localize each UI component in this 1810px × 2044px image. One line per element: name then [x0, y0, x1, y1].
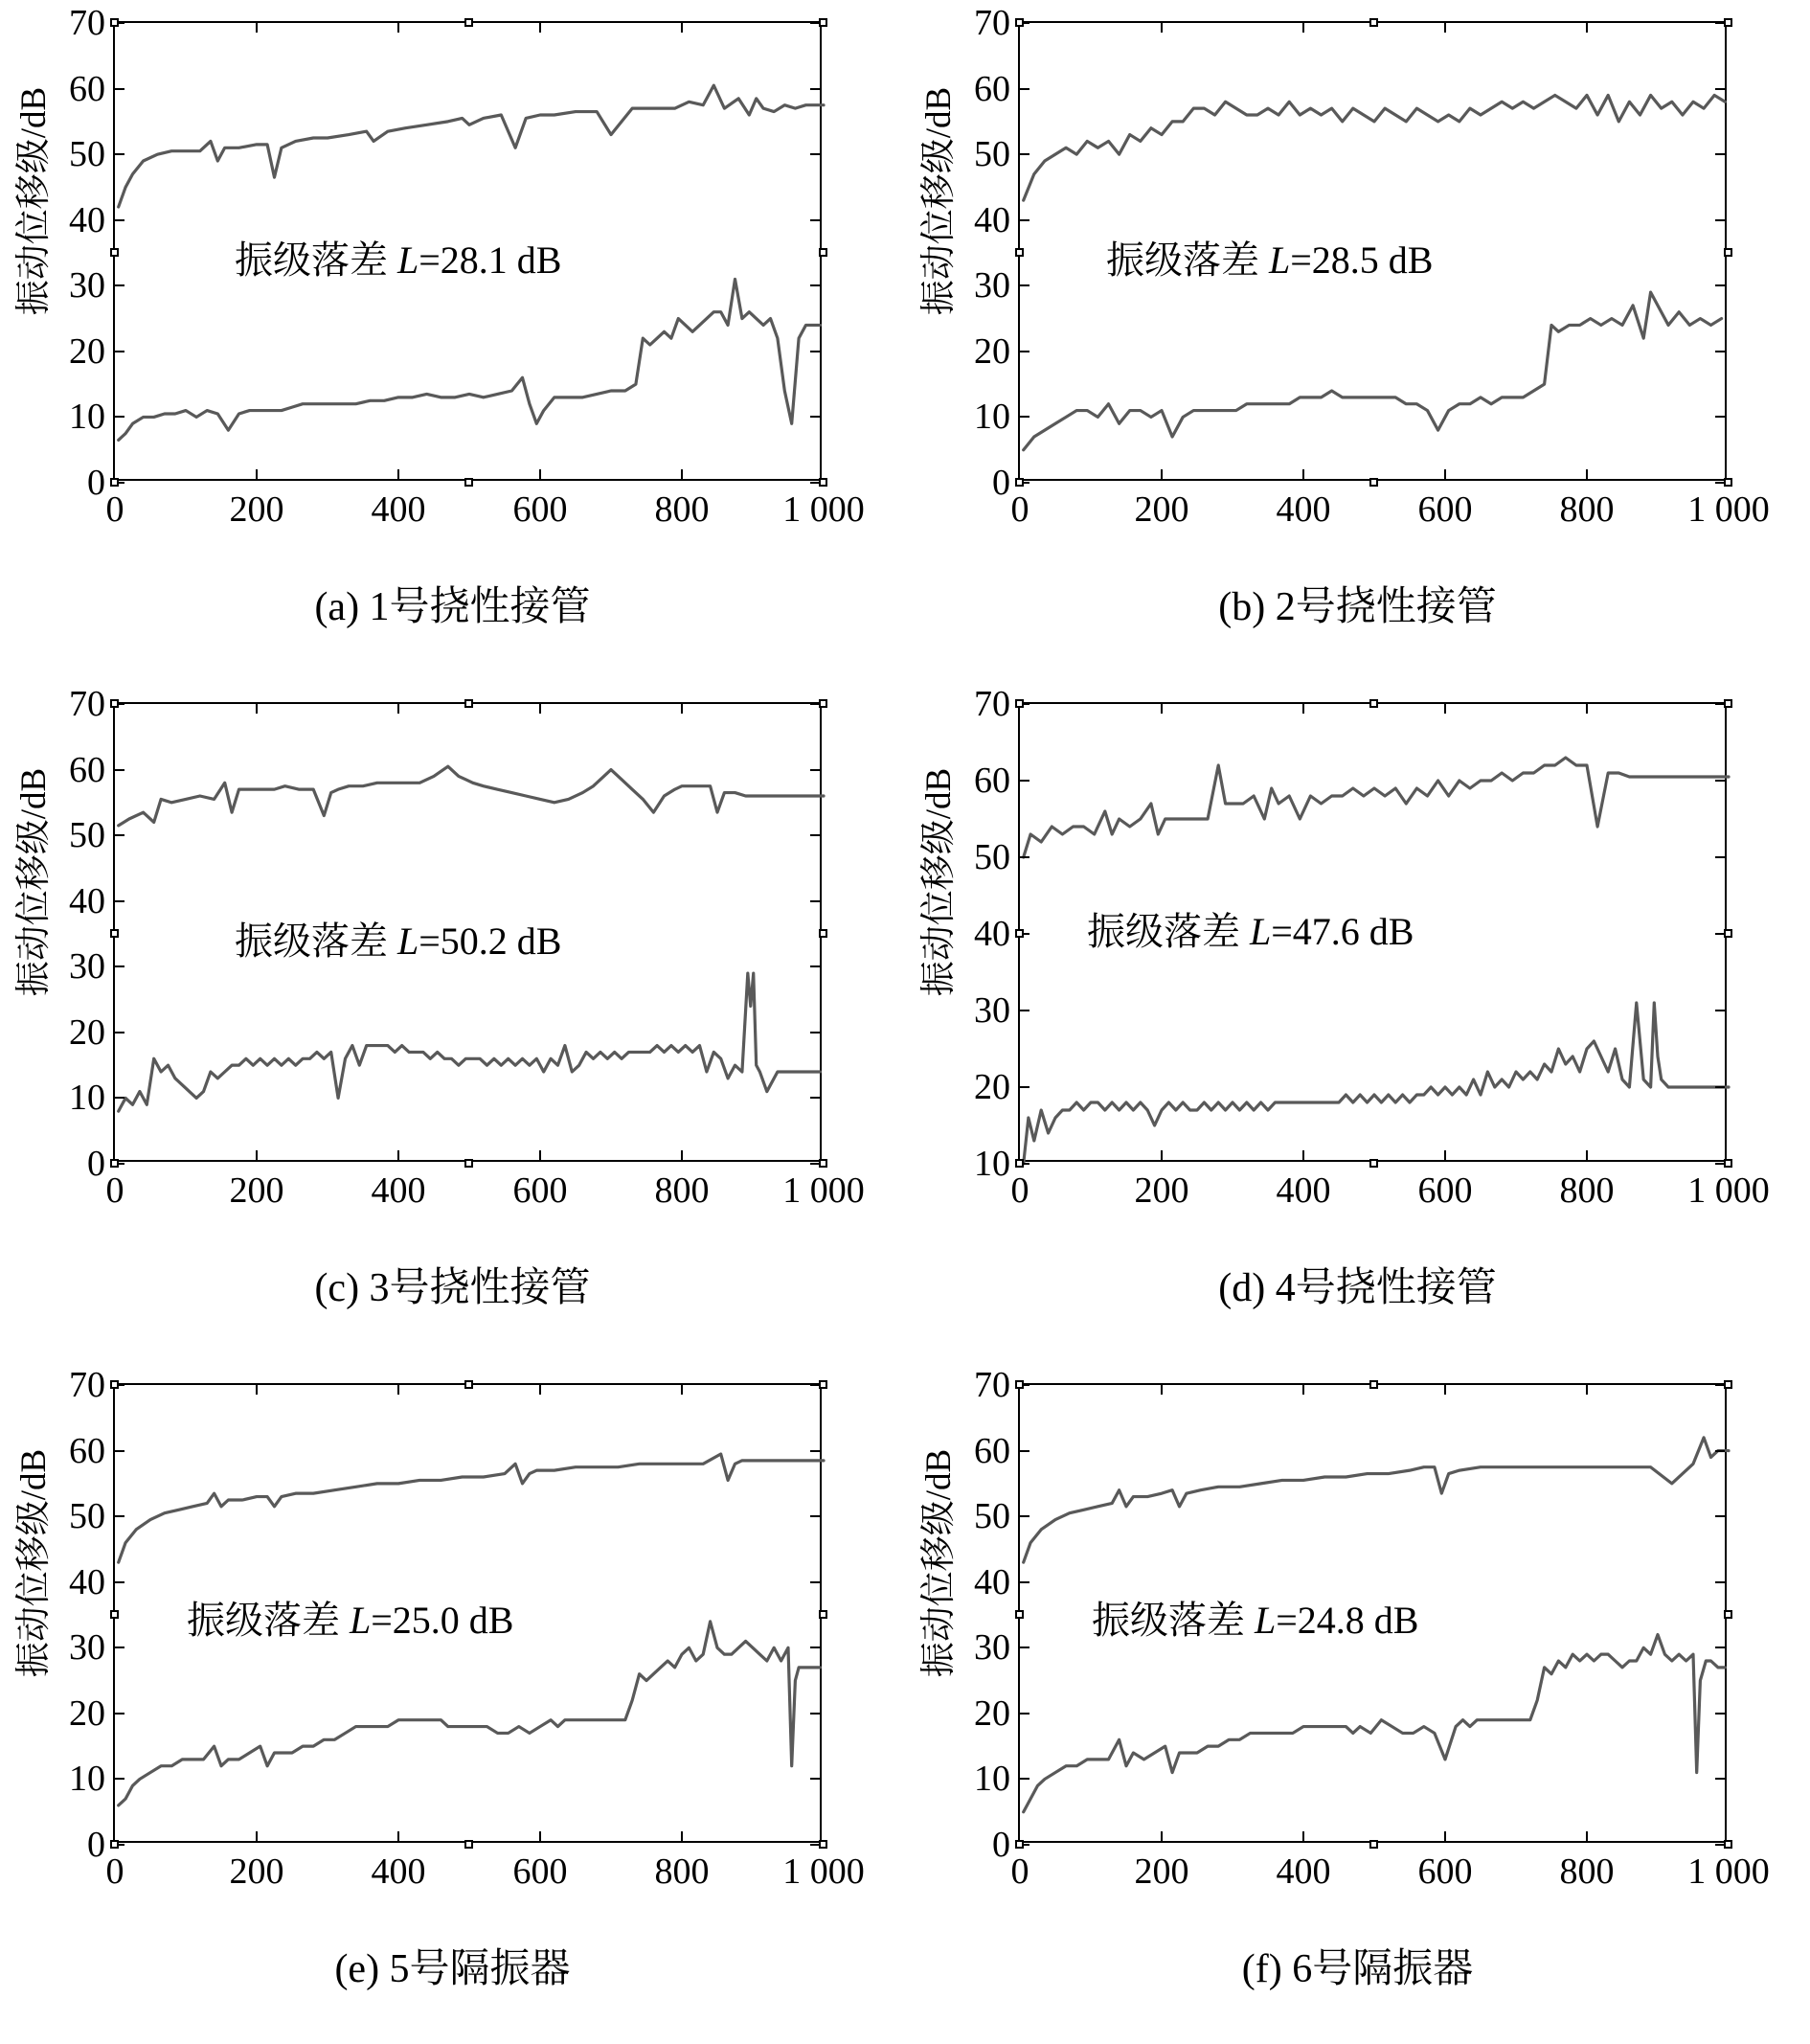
y-tick-label: 70	[69, 3, 105, 43]
x-tick-mark	[1161, 469, 1163, 479]
x-tick-mark	[539, 469, 541, 479]
x-tick-label: 800	[654, 1851, 710, 1892]
y-tick-label: 40	[69, 199, 105, 240]
x-tick-label: 1 000	[782, 489, 865, 530]
y-tick-label: 50	[69, 1496, 105, 1537]
y-tick-mark	[810, 834, 820, 836]
data-curve-lower	[1024, 1003, 1729, 1164]
selection-handle[interactable]	[1369, 1159, 1378, 1168]
y-tick-label: 20	[69, 1692, 105, 1734]
y-tick-mark	[1020, 856, 1029, 858]
x-tick-label: 800	[1559, 489, 1615, 530]
selection-handle[interactable]	[464, 1380, 473, 1389]
selection-handle[interactable]	[110, 1840, 119, 1849]
y-tick-mark	[810, 284, 820, 286]
y-tick-mark	[1715, 1581, 1725, 1583]
y-tick-label: 0	[992, 463, 1010, 503]
y-tick-mark	[1020, 1086, 1029, 1088]
y-tick-label: 50	[69, 815, 105, 856]
panel-f	[905, 1362, 1810, 2044]
y-tick-label: 10	[974, 397, 1010, 438]
x-tick-label: 0	[105, 489, 124, 530]
y-tick-mark	[810, 1097, 820, 1099]
selection-handle[interactable]	[1724, 929, 1732, 938]
x-tick-mark	[256, 704, 258, 714]
y-tick-label: 0	[87, 1825, 105, 1865]
y-tick-label: 60	[69, 749, 105, 790]
y-tick-label: 0	[992, 1825, 1010, 1865]
selection-handle[interactable]	[1015, 1840, 1024, 1849]
y-tick-mark	[1715, 780, 1725, 782]
y-tick-label: 20	[69, 330, 105, 372]
y-tick-label: 40	[974, 199, 1010, 240]
y-tick-label: 0	[87, 463, 105, 503]
y-tick-label: 10	[974, 1759, 1010, 1800]
y-axis-label-c: 振动位移级/dB	[14, 767, 54, 997]
panel-b	[905, 0, 1810, 681]
y-tick-label: 50	[69, 134, 105, 175]
x-tick-mark	[1586, 469, 1588, 479]
selection-handle[interactable]	[819, 18, 827, 27]
y-tick-mark	[1715, 1010, 1725, 1011]
x-tick-mark	[1586, 1831, 1588, 1841]
data-curve-lower	[1024, 1635, 1726, 1812]
x-tick-mark	[256, 1831, 258, 1841]
y-tick-mark	[810, 1581, 820, 1583]
x-tick-mark	[539, 1385, 541, 1395]
y-tick-mark	[1020, 1515, 1029, 1517]
y-tick-mark	[1715, 416, 1725, 418]
selection-handle[interactable]	[464, 478, 473, 487]
y-tick-mark	[1715, 856, 1725, 858]
annotation-c: 振级落差 L=50.2 dB	[235, 920, 562, 963]
x-tick-label: 400	[371, 489, 426, 530]
selection-handle[interactable]	[110, 248, 119, 257]
selection-handle[interactable]	[110, 929, 119, 938]
y-tick-mark	[1715, 1450, 1725, 1452]
x-tick-label: 200	[1134, 1170, 1189, 1211]
y-tick-mark	[810, 219, 820, 221]
selection-handle[interactable]	[819, 248, 827, 257]
selection-handle[interactable]	[1724, 1610, 1732, 1619]
y-tick-label: 10	[974, 1144, 1010, 1184]
y-tick-label: 20	[974, 1067, 1010, 1107]
selection-handle[interactable]	[1724, 1380, 1732, 1389]
y-tick-mark	[115, 1778, 124, 1780]
y-tick-mark	[1715, 153, 1725, 155]
x-tick-label: 800	[1559, 1170, 1615, 1211]
x-tick-mark	[1586, 1385, 1588, 1395]
y-tick-mark	[1020, 1010, 1029, 1011]
y-tick-mark	[810, 965, 820, 967]
y-tick-mark	[115, 769, 124, 771]
selection-handle[interactable]	[1724, 18, 1732, 27]
x-tick-mark	[1444, 469, 1446, 479]
y-tick-label: 30	[974, 990, 1010, 1031]
x-tick-label: 600	[1417, 1851, 1473, 1892]
y-tick-mark	[1020, 153, 1029, 155]
selection-handle[interactable]	[1015, 1380, 1024, 1389]
y-tick-label: 70	[69, 1365, 105, 1405]
x-tick-label: 800	[1559, 1851, 1615, 1892]
annotation-e: 振级落差 L=25.0 dB	[187, 1599, 514, 1642]
y-tick-label: 60	[69, 1430, 105, 1471]
selection-handle[interactable]	[1369, 478, 1378, 487]
data-curve-upper	[119, 766, 824, 826]
y-tick-mark	[810, 1450, 820, 1452]
selection-handle[interactable]	[819, 1840, 827, 1849]
y-tick-mark	[115, 965, 124, 967]
selection-handle[interactable]	[819, 929, 827, 938]
x-tick-mark	[1302, 1150, 1304, 1160]
y-tick-mark	[1020, 780, 1029, 782]
annotation-b: 振级落差 L=28.5 dB	[1106, 238, 1434, 282]
caption-d: (d) 4号挠性接管	[1218, 1266, 1497, 1310]
y-axis-label-d: 振动位移级/dB	[919, 767, 959, 997]
y-tick-mark	[1715, 1515, 1725, 1517]
selection-handle[interactable]	[819, 1159, 827, 1168]
y-tick-label: 30	[974, 1627, 1010, 1669]
selection-handle[interactable]	[1369, 18, 1378, 27]
x-tick-mark	[1161, 704, 1163, 714]
y-tick-label: 20	[974, 1692, 1010, 1734]
y-tick-mark	[810, 1032, 820, 1033]
y-tick-mark	[115, 1450, 124, 1452]
selection-handle[interactable]	[1015, 699, 1024, 708]
y-tick-mark	[1020, 351, 1029, 352]
caption-c: (c) 3号挠性接管	[314, 1266, 591, 1310]
selection-handle[interactable]	[819, 699, 827, 708]
selection-handle[interactable]	[1724, 1159, 1732, 1168]
x-tick-label: 400	[371, 1851, 426, 1892]
y-tick-label: 50	[974, 837, 1010, 877]
y-tick-mark	[115, 1713, 124, 1715]
x-tick-label: 200	[229, 489, 284, 530]
x-tick-label: 1 000	[1687, 489, 1770, 530]
y-tick-label: 60	[69, 68, 105, 109]
selection-handle[interactable]	[110, 18, 119, 27]
data-curve-upper	[1024, 95, 1726, 200]
selection-handle[interactable]	[1015, 1159, 1024, 1168]
x-tick-mark	[681, 1385, 683, 1395]
y-tick-label: 10	[69, 1078, 105, 1119]
x-tick-mark	[1302, 1385, 1304, 1395]
y-tick-mark	[810, 153, 820, 155]
selection-handle[interactable]	[819, 1610, 827, 1619]
x-tick-mark	[1444, 1385, 1446, 1395]
caption-a: (a) 1号挠性接管	[314, 585, 591, 629]
x-tick-label: 0	[1010, 1851, 1029, 1892]
x-tick-mark	[397, 23, 399, 33]
y-tick-mark	[810, 88, 820, 90]
x-tick-mark	[256, 1385, 258, 1395]
x-tick-mark	[397, 1150, 399, 1160]
y-tick-label: 30	[69, 946, 105, 988]
x-tick-mark	[1161, 1150, 1163, 1160]
y-tick-label: 20	[69, 1011, 105, 1053]
selection-handle[interactable]	[819, 478, 827, 487]
x-tick-mark	[1302, 704, 1304, 714]
caption-e: (e) 5号隔振器	[334, 1947, 571, 1991]
data-curve-upper	[119, 85, 824, 207]
x-tick-mark	[1444, 1150, 1446, 1160]
y-tick-mark	[115, 284, 124, 286]
data-curve-lower	[119, 1622, 821, 1806]
y-tick-mark	[1715, 219, 1725, 221]
y-tick-label: 30	[974, 265, 1010, 307]
x-tick-label: 800	[654, 1170, 710, 1211]
y-tick-mark	[1020, 1713, 1029, 1715]
data-curve-upper	[119, 1454, 824, 1562]
y-tick-mark	[115, 1097, 124, 1099]
x-tick-label: 1 000	[782, 1170, 865, 1211]
y-tick-mark	[115, 219, 124, 221]
selection-handle[interactable]	[1015, 478, 1024, 487]
y-tick-mark	[115, 1515, 124, 1517]
selection-handle[interactable]	[1369, 1840, 1378, 1849]
x-tick-mark	[539, 1150, 541, 1160]
selection-handle[interactable]	[464, 1159, 473, 1168]
selection-handle[interactable]	[1015, 248, 1024, 257]
x-tick-label: 0	[105, 1170, 124, 1211]
selection-handle[interactable]	[110, 1380, 119, 1389]
x-tick-label: 600	[1417, 1170, 1473, 1211]
caption-f: (f) 6号隔振器	[1241, 1947, 1474, 1991]
x-tick-label: 600	[512, 1170, 568, 1211]
y-tick-mark	[115, 153, 124, 155]
y-tick-mark	[115, 1032, 124, 1033]
x-tick-label: 0	[1010, 1170, 1029, 1211]
x-tick-label: 200	[1134, 489, 1189, 530]
selection-handle[interactable]	[110, 1159, 119, 1168]
y-tick-mark	[115, 351, 124, 352]
y-tick-label: 20	[974, 330, 1010, 372]
x-tick-mark	[1586, 23, 1588, 33]
caption-b: (b) 2号挠性接管	[1218, 585, 1497, 629]
selection-handle[interactable]	[1015, 18, 1024, 27]
selection-handle[interactable]	[1724, 1840, 1732, 1849]
x-tick-mark	[1302, 469, 1304, 479]
x-tick-label: 1 000	[1687, 1170, 1770, 1211]
y-tick-label: 50	[974, 1496, 1010, 1537]
y-tick-mark	[1020, 1778, 1029, 1780]
x-tick-label: 1 000	[1687, 1851, 1770, 1892]
y-tick-mark	[1020, 1647, 1029, 1648]
selection-handle[interactable]	[1724, 248, 1732, 257]
x-tick-mark	[256, 1150, 258, 1160]
x-tick-mark	[1444, 704, 1446, 714]
panel-d	[905, 681, 1810, 1362]
y-axis-label-b: 振动位移级/dB	[919, 86, 959, 316]
x-tick-mark	[681, 23, 683, 33]
x-tick-mark	[681, 469, 683, 479]
x-tick-mark	[681, 1831, 683, 1841]
selection-handle[interactable]	[110, 478, 119, 487]
y-tick-mark	[810, 1778, 820, 1780]
x-tick-mark	[1586, 704, 1588, 714]
x-tick-label: 200	[229, 1170, 284, 1211]
y-tick-mark	[1020, 416, 1029, 418]
y-tick-mark	[115, 900, 124, 902]
y-tick-label: 40	[69, 880, 105, 921]
y-tick-mark	[115, 834, 124, 836]
y-tick-mark	[810, 769, 820, 771]
y-tick-label: 60	[974, 1430, 1010, 1471]
data-curve-upper	[1024, 758, 1729, 857]
y-tick-label: 70	[69, 684, 105, 724]
x-tick-mark	[539, 1831, 541, 1841]
x-tick-mark	[539, 704, 541, 714]
selection-handle[interactable]	[1369, 1380, 1378, 1389]
x-tick-label: 0	[1010, 489, 1029, 530]
selection-handle[interactable]	[1369, 699, 1378, 708]
y-tick-mark	[1020, 88, 1029, 90]
data-curve-lower	[119, 973, 821, 1111]
x-tick-mark	[1586, 1150, 1588, 1160]
y-tick-label: 0	[87, 1144, 105, 1184]
y-tick-mark	[1715, 351, 1725, 352]
y-tick-mark	[1020, 1581, 1029, 1583]
y-tick-mark	[810, 416, 820, 418]
y-axis-label-a: 振动位移级/dB	[14, 86, 54, 316]
x-tick-mark	[1161, 1831, 1163, 1841]
y-tick-label: 10	[69, 1759, 105, 1800]
data-curve-lower	[1024, 292, 1722, 450]
x-tick-mark	[1161, 1385, 1163, 1395]
y-tick-mark	[1715, 284, 1725, 286]
x-tick-label: 0	[105, 1851, 124, 1892]
x-tick-label: 600	[1417, 489, 1473, 530]
x-tick-label: 800	[654, 489, 710, 530]
y-tick-mark	[1715, 1713, 1725, 1715]
y-tick-mark	[1715, 88, 1725, 90]
selection-handle[interactable]	[464, 18, 473, 27]
x-tick-label: 400	[1276, 489, 1331, 530]
y-axis-label-f: 振动位移级/dB	[919, 1448, 959, 1678]
y-tick-mark	[115, 1581, 124, 1583]
x-tick-mark	[256, 469, 258, 479]
selection-handle[interactable]	[110, 699, 119, 708]
y-tick-mark	[1715, 1778, 1725, 1780]
y-tick-label: 70	[974, 3, 1010, 43]
y-axis-label-e: 振动位移级/dB	[14, 1448, 54, 1678]
selection-handle[interactable]	[819, 1380, 827, 1389]
x-tick-mark	[1444, 23, 1446, 33]
selection-handle[interactable]	[110, 1610, 119, 1619]
x-tick-mark	[1444, 1831, 1446, 1841]
y-tick-mark	[1715, 1647, 1725, 1648]
y-tick-label: 60	[974, 761, 1010, 801]
y-tick-label: 70	[974, 684, 1010, 724]
selection-handle[interactable]	[464, 1840, 473, 1849]
x-tick-label: 1 000	[782, 1851, 865, 1892]
annotation-d: 振级落差 L=47.6 dB	[1087, 910, 1414, 953]
x-tick-mark	[397, 1831, 399, 1841]
y-tick-mark	[1020, 1450, 1029, 1452]
y-tick-mark	[1020, 284, 1029, 286]
x-tick-label: 400	[1276, 1170, 1331, 1211]
y-tick-mark	[115, 416, 124, 418]
y-tick-label: 40	[974, 914, 1010, 954]
x-tick-mark	[397, 1385, 399, 1395]
y-tick-mark	[810, 351, 820, 352]
y-tick-mark	[810, 1515, 820, 1517]
y-tick-label: 30	[69, 1627, 105, 1669]
panel-a	[0, 0, 905, 681]
y-tick-mark	[115, 88, 124, 90]
data-curve-upper	[1024, 1438, 1729, 1562]
x-tick-label: 600	[512, 489, 568, 530]
y-tick-mark	[1715, 1086, 1725, 1088]
x-tick-mark	[256, 23, 258, 33]
y-tick-label: 30	[69, 265, 105, 307]
x-tick-mark	[1302, 23, 1304, 33]
y-tick-mark	[115, 1647, 124, 1648]
panel-c	[0, 681, 905, 1362]
selection-handle[interactable]	[1724, 699, 1732, 708]
y-tick-label: 50	[974, 134, 1010, 175]
x-tick-mark	[397, 704, 399, 714]
x-tick-mark	[681, 704, 683, 714]
x-tick-label: 200	[1134, 1851, 1189, 1892]
data-curve-lower	[119, 279, 821, 440]
selection-handle[interactable]	[464, 699, 473, 708]
y-tick-mark	[810, 1647, 820, 1648]
x-tick-label: 400	[1276, 1851, 1331, 1892]
y-tick-mark	[810, 900, 820, 902]
annotation-a: 振级落差 L=28.1 dB	[235, 238, 562, 282]
y-tick-label: 40	[69, 1561, 105, 1602]
x-tick-mark	[397, 469, 399, 479]
x-tick-label: 400	[371, 1170, 426, 1211]
selection-handle[interactable]	[1015, 929, 1024, 938]
panel-e	[0, 1362, 905, 2044]
selection-handle[interactable]	[1724, 478, 1732, 487]
y-tick-label: 10	[69, 397, 105, 438]
x-tick-label: 200	[229, 1851, 284, 1892]
x-tick-mark	[1161, 23, 1163, 33]
x-tick-mark	[539, 23, 541, 33]
y-tick-mark	[1020, 219, 1029, 221]
x-tick-mark	[681, 1150, 683, 1160]
y-tick-label: 70	[974, 1365, 1010, 1405]
y-tick-label: 60	[974, 68, 1010, 109]
annotation-f: 振级落差 L=24.8 dB	[1092, 1599, 1419, 1642]
y-tick-mark	[810, 1713, 820, 1715]
x-tick-label: 600	[512, 1851, 568, 1892]
y-tick-label: 40	[974, 1561, 1010, 1602]
selection-handle[interactable]	[1015, 1610, 1024, 1619]
x-tick-mark	[1302, 1831, 1304, 1841]
